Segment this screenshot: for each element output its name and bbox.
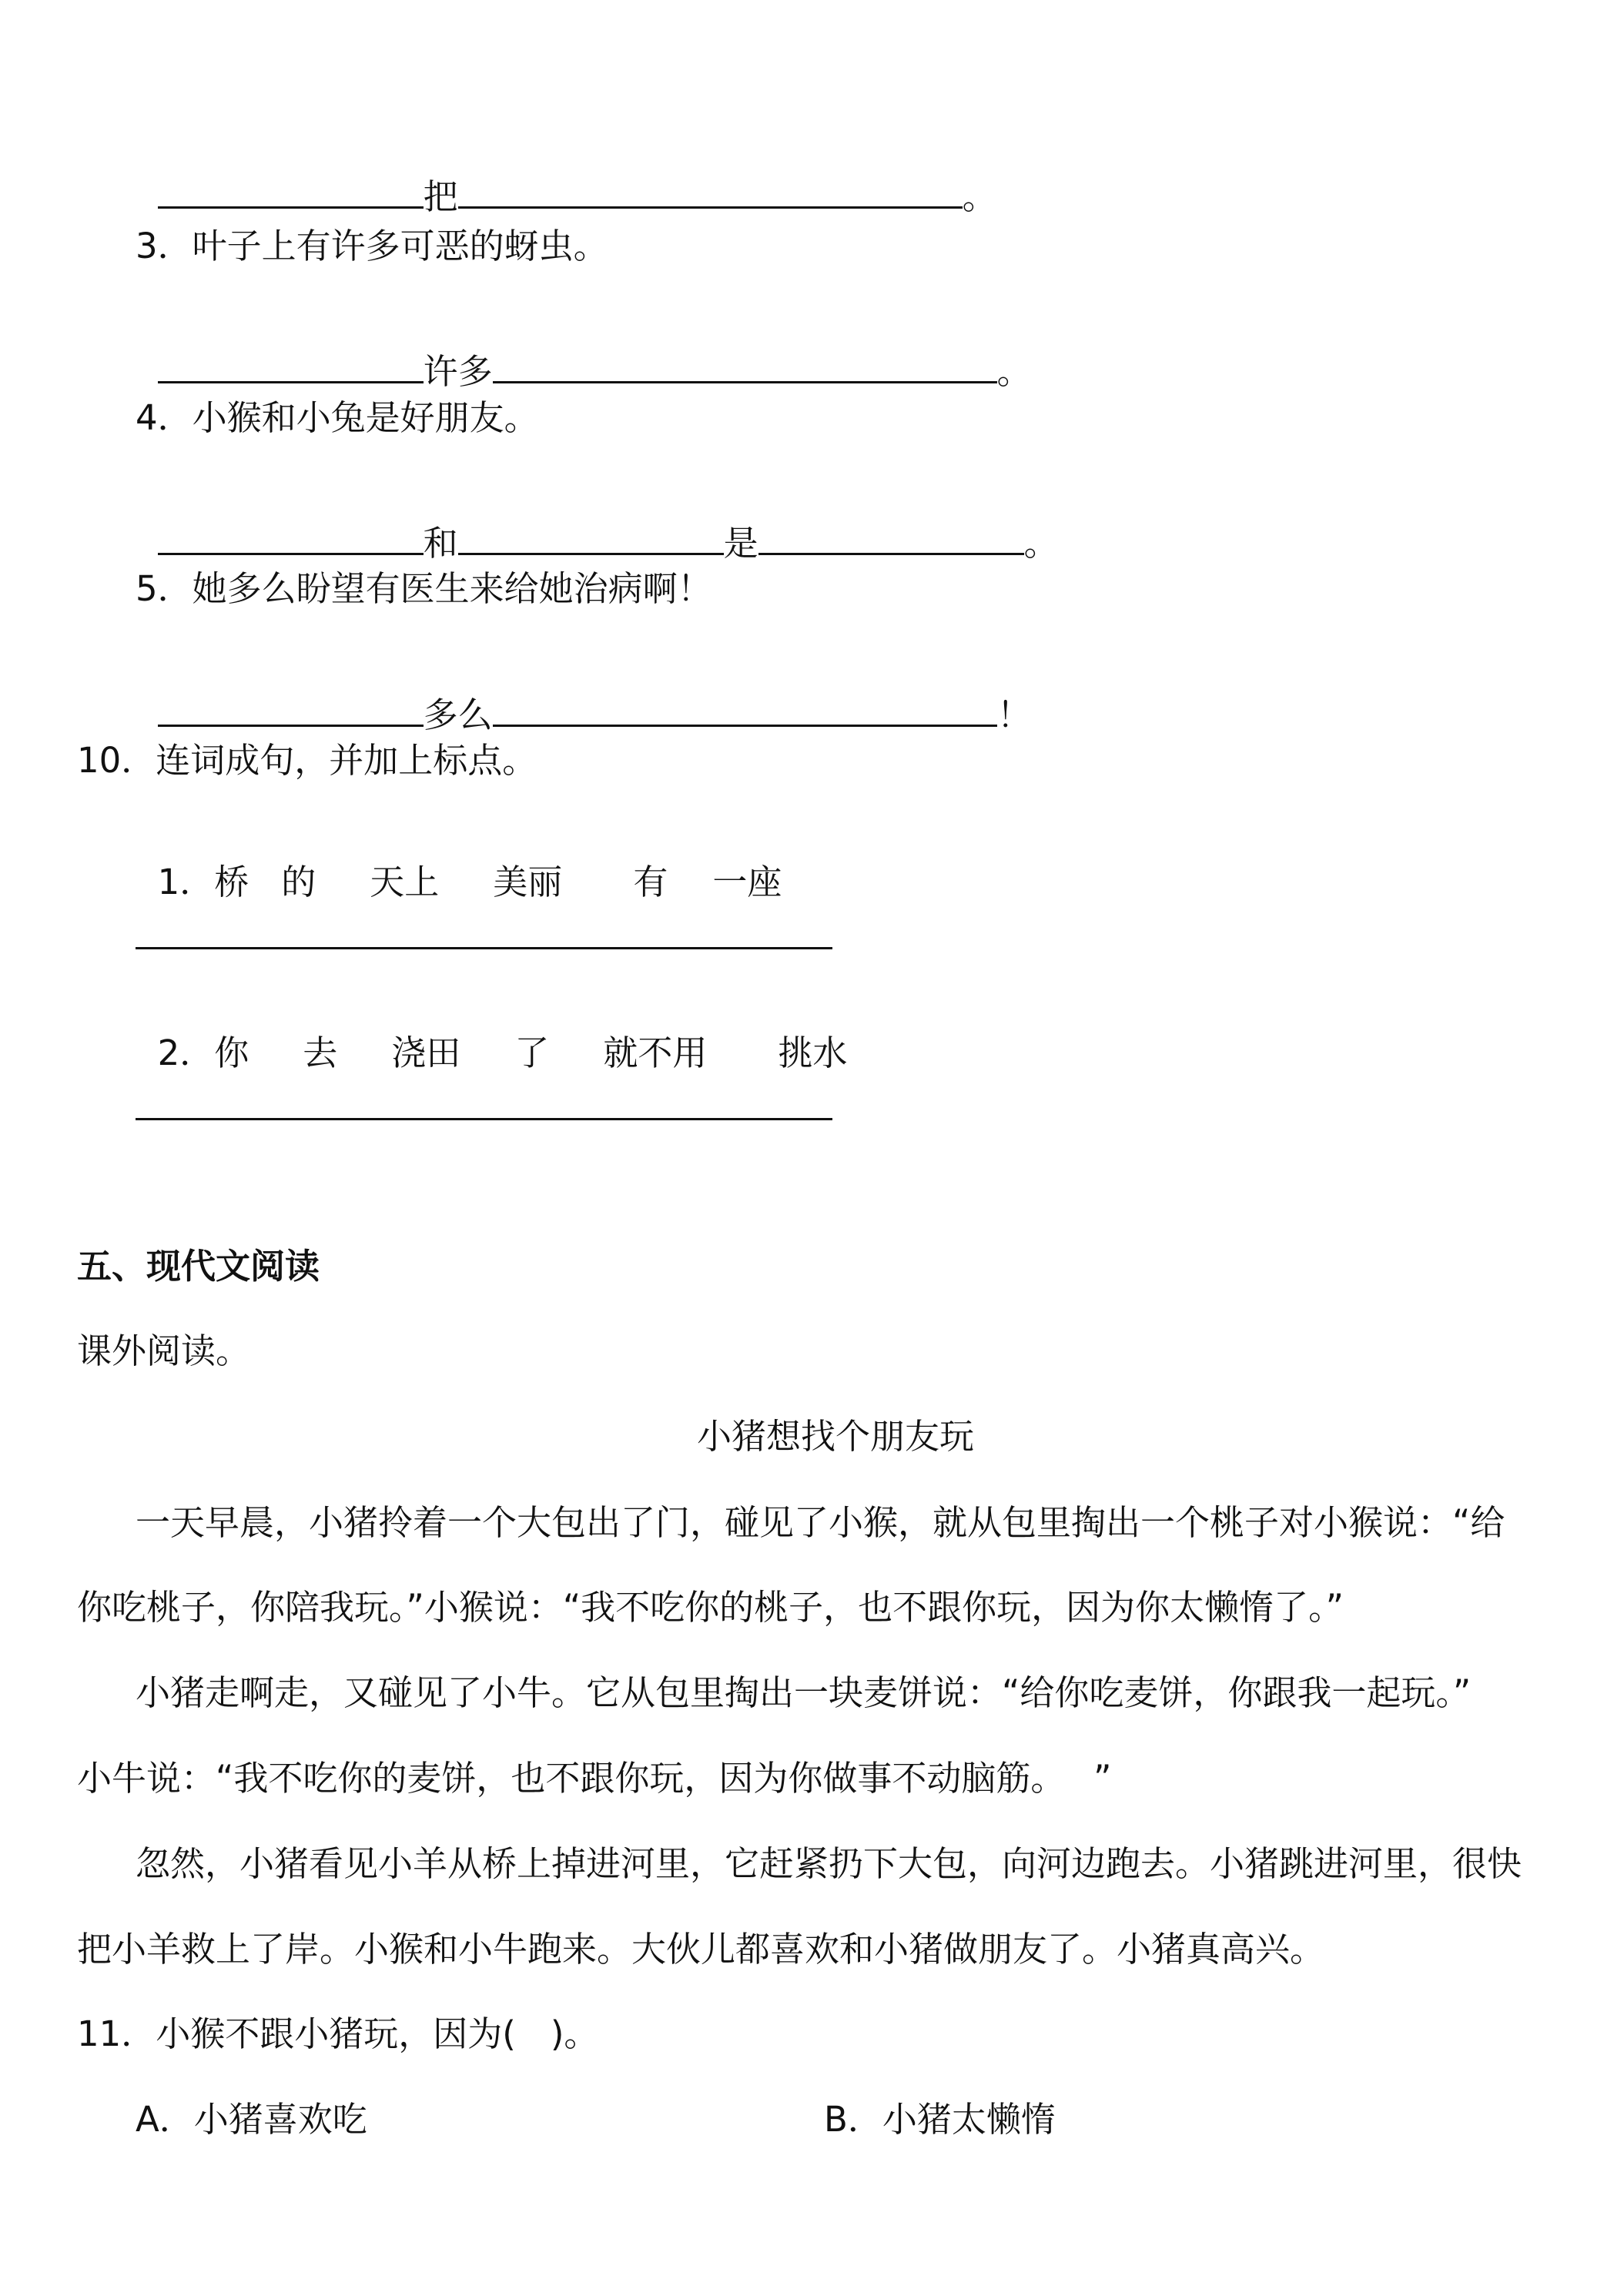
word-tile: 浇田 <box>391 1033 461 1073</box>
fill-line-2: 把 。 <box>136 141 997 214</box>
word-tile: 美丽 <box>493 862 563 902</box>
story-paragraph-3-line-2: 把小羊救上了岸。小猴和小牛跑来。大伙儿都喜欢和小猪做朋友了。小猪真高兴。 <box>77 1929 1325 1970</box>
option-b[interactable]: B．小猪太懒惰 <box>824 2099 1056 2140</box>
word-tile: 就不用 <box>603 1033 708 1073</box>
word-order-item-2: 2．你 去 浇田 了 就不用 挑水 <box>157 1033 848 1073</box>
answer-blank[interactable] <box>493 350 997 383</box>
sentence-prompt-4: 4．小猴和小兔是好朋友。 <box>136 397 539 438</box>
word-tile: 天上 <box>370 862 440 902</box>
story-title: 小猪想找个朋友玩 <box>697 1416 975 1457</box>
story-paragraph-1-line-1: 一天早晨，小猪拎着一个大包出了门，碰见了小猴，就从包里掏出一个桃子对小猴说：“给 <box>136 1502 1505 1543</box>
answer-blank[interactable] <box>458 522 724 555</box>
answer-line-1[interactable] <box>136 947 832 949</box>
question-11: 11．小猴不跟小猪玩，因为( )。 <box>77 2013 599 2054</box>
answer-blank[interactable] <box>458 176 963 209</box>
answer-blank[interactable] <box>158 522 424 555</box>
word-tile: 挑水 <box>778 1033 848 1073</box>
answer-blank[interactable] <box>493 694 997 727</box>
word-tile: 一座 <box>712 862 782 902</box>
sentence-prompt-3: 3．叶子上有许多可恶的蚜虫。 <box>136 226 608 266</box>
answer-blank[interactable] <box>158 176 424 209</box>
story-paragraph-3-line-1: 忽然，小猪看见小羊从桥上掉进河里，它赶紧扔下大包，向河边跑去。小猪跳进河里，很快 <box>136 1843 1522 1884</box>
fill-line-3: 许多 。 <box>136 316 1032 389</box>
word-tile: 桥 <box>214 862 249 902</box>
word-tile: 去 <box>303 1033 338 1073</box>
fill-line-4: 和 是 。 <box>136 487 1059 561</box>
story-paragraph-2-line-2: 小牛说：“我不吃你的麦饼，也不跟你玩，因为你做事不动脑筋。 ” <box>77 1758 1112 1799</box>
answer-line-2[interactable] <box>136 1118 832 1120</box>
section-intro: 课外阅读。 <box>77 1330 251 1371</box>
question-10-title: 10．连词成句，并加上标点。 <box>77 740 537 781</box>
fill-line-5: 多么 ！ <box>136 659 1032 732</box>
option-a[interactable]: A．小猪喜欢吃 <box>136 2099 367 2140</box>
story-paragraph-1-line-2: 你吃桃子，你陪我玩。”小猴说：“我不吃你的桃子，也不跟你玩，因为你太懒惰了。” <box>77 1587 1344 1628</box>
word-tile: 了 <box>514 1033 550 1073</box>
word-order-item-1: 1．桥 的 天上 美丽 有 一座 <box>157 862 782 902</box>
answer-blank[interactable] <box>158 694 424 727</box>
word-tile: 你 <box>214 1033 249 1073</box>
word-tile: 有 <box>633 862 668 902</box>
word-tile: 的 <box>281 862 316 902</box>
story-paragraph-2-line-1: 小猪走啊走，又碰见了小牛。它从包里掏出一块麦饼说：“给你吃麦饼，你跟我一起玩。” <box>136 1672 1472 1713</box>
answer-blank[interactable] <box>158 350 424 383</box>
sentence-prompt-5: 5．她多么盼望有医生来给她治病啊！ <box>136 568 712 609</box>
answer-blank[interactable] <box>758 522 1024 555</box>
section-heading: 五、现代文阅读 <box>77 1246 320 1287</box>
